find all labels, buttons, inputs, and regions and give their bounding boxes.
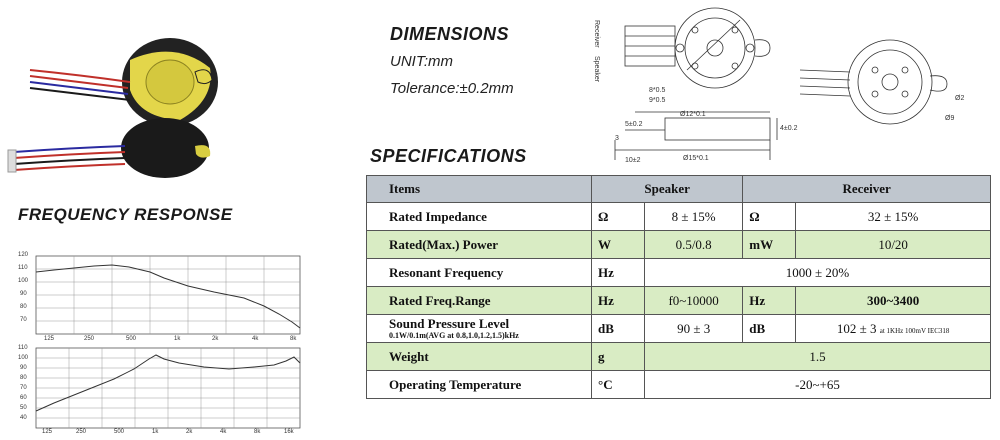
x-tick: 8k — [290, 336, 297, 342]
header-speaker: Speaker — [592, 176, 743, 203]
row-name: Rated(Max.) Power — [367, 231, 592, 259]
speaker-unit: Hz — [592, 287, 645, 315]
unit-text: UNIT:mm — [390, 53, 454, 70]
x-tick: 16k — [284, 429, 294, 435]
speaker-unit: W — [592, 231, 645, 259]
row-impedance — [367, 203, 991, 231]
speaker-value: 0.5/0.8 — [645, 231, 743, 259]
row-name: Rated Freq.Range — [367, 287, 592, 315]
y-tick: 100 — [18, 278, 29, 284]
y-tick: 50 — [20, 405, 27, 411]
y-tick: 70 — [20, 385, 27, 391]
receiver-spl-note: at 1KHz 100mV IEC318 — [879, 326, 950, 335]
x-tick: 1k — [152, 429, 159, 435]
frequency-graph-upper — [14, 250, 306, 344]
x-tick: 8k — [254, 429, 261, 435]
speaker-back-photo — [8, 118, 210, 178]
frequency-response-title: FREQUENCY RESPONSE — [18, 205, 233, 224]
receiver-value: 32 ± 15% — [796, 203, 991, 231]
x-tick: 125 — [42, 429, 53, 435]
y-tick: 90 — [20, 291, 27, 297]
x-tick: 4k — [220, 429, 227, 435]
row-name: Weight — [367, 343, 592, 371]
dim-label: Ø9 — [945, 115, 955, 122]
y-tick: 80 — [20, 375, 27, 381]
unit: °C — [592, 371, 645, 399]
receiver-unit: Hz — [743, 287, 796, 315]
receiver-unit: mW — [743, 231, 796, 259]
x-tick: 500 — [114, 429, 125, 435]
speaker-value: 8 ± 15% — [645, 203, 743, 231]
dim-label: Ø15*0.1 — [683, 155, 709, 162]
dimensions-title: DIMENSIONS — [390, 24, 510, 44]
y-tick: 40 — [20, 415, 27, 421]
dim-label: Ø2 — [955, 95, 965, 102]
unit: Hz — [592, 259, 645, 287]
row-resonant — [367, 259, 991, 287]
receiver-spl: 102 ± 3 — [836, 320, 877, 336]
specifications-title: SPECIFICATIONS — [370, 146, 527, 166]
x-tick: 4k — [252, 336, 259, 342]
speaker-unit: dB — [592, 315, 645, 343]
row-name — [367, 315, 592, 343]
x-tick: 2k — [186, 429, 193, 435]
y-tick: 120 — [18, 252, 29, 258]
receiver-unit: dB — [743, 315, 796, 343]
y-tick: 70 — [20, 317, 27, 323]
row-name: Resonant Frequency — [367, 259, 592, 287]
x-tick: 1k — [174, 336, 181, 342]
speaker-front-photo — [30, 38, 218, 126]
header-receiver: Receiver — [743, 176, 991, 203]
dim-label: 5±0.2 — [625, 121, 643, 128]
dimension-drawing — [585, 0, 990, 172]
y-tick: 110 — [18, 345, 28, 351]
receiver-value: 300~3400 — [796, 287, 991, 315]
dim-label: 9*0.5 — [649, 97, 666, 104]
receiver-label: Receiver — [593, 20, 600, 48]
dim-label: 8*0.5 — [649, 87, 666, 94]
dim-label: 4±0.2 — [780, 125, 798, 132]
row-name: Rated Impedance — [367, 203, 592, 231]
value: 1000 ± 20% — [645, 259, 991, 287]
dim-label: 10±2 — [625, 157, 641, 164]
row-freq-range — [367, 287, 991, 315]
row-temperature — [367, 371, 991, 399]
table-header-row — [367, 176, 991, 203]
row-weight — [367, 343, 991, 371]
header-items: Items — [367, 176, 592, 203]
row-name: Operating Temperature — [367, 371, 592, 399]
y-tick: 100 — [18, 355, 29, 361]
row-spl — [367, 315, 991, 343]
y-tick: 60 — [20, 395, 27, 401]
receiver-value: 10/20 — [796, 231, 991, 259]
receiver-unit: Ω — [743, 203, 796, 231]
upper-response-curve — [36, 265, 300, 328]
spl-note: 0.1W/0.1m(AVG at 0.8,1.0,1.2,1.5)kHz — [389, 331, 519, 340]
speaker-value: f0~10000 — [645, 287, 743, 315]
x-tick: 250 — [84, 336, 95, 342]
x-tick: 250 — [76, 429, 87, 435]
value: -20~+65 — [645, 371, 991, 399]
specifications-table — [366, 175, 991, 399]
x-tick: 125 — [44, 336, 55, 342]
frequency-graph-lower — [14, 345, 306, 438]
value: 1.5 — [645, 343, 991, 371]
y-tick: 80 — [20, 304, 27, 310]
speaker-unit: Ω — [592, 203, 645, 231]
speaker-value: 90 ± 3 — [645, 315, 743, 343]
x-tick: 2k — [212, 336, 219, 342]
speaker-label: Speaker — [593, 56, 600, 83]
dim-label: 3 — [615, 135, 619, 142]
dim-label: Ø12*0.1 — [680, 111, 706, 118]
product-photo — [0, 20, 230, 180]
tolerance-text: Tolerance:±0.2mm — [390, 80, 514, 97]
receiver-value — [796, 315, 991, 343]
y-tick: 90 — [20, 365, 27, 371]
x-tick: 500 — [126, 336, 137, 342]
row-power — [367, 231, 991, 259]
y-tick: 110 — [18, 265, 28, 271]
spl-name: Sound Pressure Level — [389, 316, 510, 331]
unit: g — [592, 343, 645, 371]
